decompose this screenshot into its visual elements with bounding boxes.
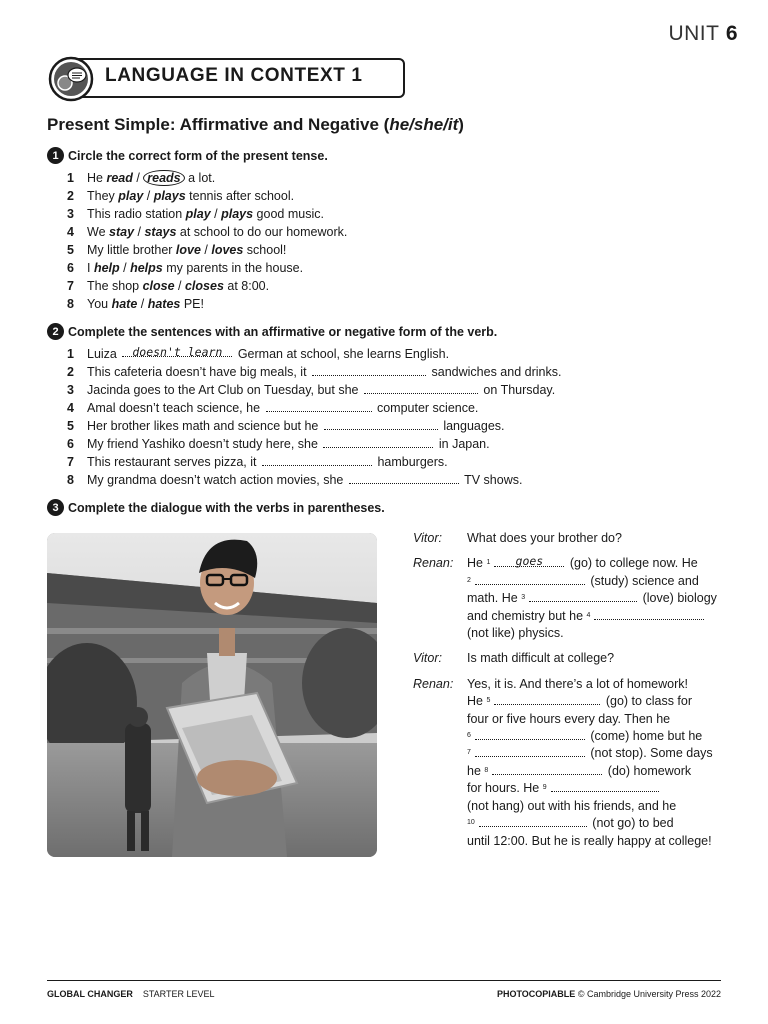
option-separator: / (143, 189, 154, 203)
text: tennis after school. (185, 189, 295, 203)
answer-blank-6[interactable] (475, 728, 585, 740)
option-a[interactable]: love (175, 243, 201, 257)
footer (47, 989, 721, 999)
text: until 12:00. But he is really happy at college! (467, 833, 712, 848)
exercise-1-item (67, 223, 347, 241)
exercise-1-item (67, 295, 347, 313)
exercise-2-instruction: Complete the sentences with an affirmative or negative form of the verb. (68, 324, 498, 339)
item-number: 7 (67, 279, 74, 293)
answer-blank[interactable] (122, 345, 232, 357)
turn-text (467, 555, 733, 642)
footer-level: STARTER LEVEL (142, 989, 215, 999)
text: (come) home but he (590, 729, 703, 744)
dialogue-turn-1 (413, 530, 733, 547)
text: He (467, 694, 483, 709)
turn-text: What does your brother do? (467, 531, 622, 545)
answer-blank[interactable] (349, 472, 459, 484)
text: computer science. (373, 401, 479, 415)
grammar-subtitle (47, 115, 464, 135)
answer-blank[interactable] (312, 364, 426, 376)
item-text (87, 241, 286, 259)
subtitle-close: ) (458, 115, 464, 134)
text: Jacinda goes to the Art Club on Tuesday, but she (87, 383, 362, 397)
text: We (87, 225, 109, 239)
answer-blank-10[interactable] (479, 815, 587, 827)
option-a[interactable]: play (185, 207, 211, 221)
turn-text: Is math difficult at college? (467, 651, 615, 666)
footer-photocopiable: PHOTOCOPIABLE (496, 989, 576, 999)
option-a[interactable]: play (118, 189, 144, 203)
blank-number: 2 (467, 576, 471, 584)
exercise-1-item (67, 169, 347, 187)
item-text (87, 277, 269, 295)
exercise-1-number: 1 (47, 147, 64, 164)
item-text (87, 169, 215, 187)
text: TV shows. (460, 473, 523, 487)
item-text (87, 399, 478, 417)
footer-right (497, 989, 721, 999)
answer-blank[interactable] (324, 418, 438, 430)
text: he (467, 763, 481, 778)
dialogue-turn-3 (413, 650, 733, 667)
blank-number: 3 (521, 594, 526, 602)
item-number: 4 (67, 401, 74, 415)
exercise-1-list (67, 169, 347, 313)
option-separator: / (119, 261, 131, 275)
exercise-1-item (67, 205, 347, 223)
speech-bubble-icon (47, 56, 95, 102)
text: (love) biology (642, 591, 717, 606)
speaker-renan: Renan: (413, 556, 454, 571)
option-a[interactable]: stay (109, 225, 135, 239)
text: (not like) physics. (467, 626, 564, 641)
item-text (87, 295, 204, 313)
item-number: 8 (67, 297, 74, 311)
text: math. He (467, 591, 518, 606)
item-text (87, 205, 324, 223)
text: in Japan. (435, 437, 490, 451)
text: PE! (180, 297, 204, 311)
answer-blank-5[interactable] (494, 693, 600, 705)
blank-number: 4 (586, 611, 591, 619)
unit-number: 6 (725, 22, 738, 45)
footer-divider (47, 980, 721, 981)
exercise-1-heading (47, 147, 328, 164)
exercise-2-item (67, 417, 561, 435)
unit-label (668, 22, 738, 46)
answer-blank-8[interactable] (492, 763, 602, 775)
item-text (87, 259, 303, 277)
answer-blank-4[interactable] (594, 608, 704, 620)
text: languages. (439, 419, 505, 433)
item-number: 5 (67, 419, 74, 433)
text: They (87, 189, 119, 203)
option-b[interactable]: loves (211, 243, 244, 257)
item-number: 3 (67, 383, 74, 397)
blank-number: 8 (484, 766, 489, 774)
option-b[interactable]: closes (184, 279, 224, 293)
answer-blank[interactable] (266, 400, 372, 412)
option-separator: / (132, 171, 144, 185)
item-text (87, 381, 555, 399)
speaker-vitor: Vitor: (413, 651, 442, 666)
text: school! (243, 243, 287, 257)
text: My little brother (87, 243, 176, 257)
item-number: 6 (67, 261, 74, 275)
option-b[interactable]: stays (144, 225, 177, 239)
exercise-3-instruction: Complete the dialogue with the verbs in parentheses. (68, 500, 385, 515)
blank-number: 6 (467, 732, 471, 740)
exercise-1-item (67, 259, 347, 277)
item-text (87, 363, 561, 381)
item-number: 2 (67, 189, 74, 203)
item-text (87, 435, 490, 453)
option-b[interactable]: plays (153, 189, 186, 203)
text: The shop (87, 279, 143, 293)
exercise-2-item (67, 453, 561, 471)
exercise-1-item (67, 241, 347, 259)
option-b[interactable]: hates (147, 297, 181, 311)
text: (go) to college now. He (569, 556, 698, 571)
example-answer: goes (515, 554, 544, 569)
example-answer: doesn't learn (132, 345, 223, 359)
exercise-2-item (67, 363, 561, 381)
answer-blank[interactable] (323, 436, 433, 448)
option-separator: / (174, 279, 185, 293)
text: He (87, 171, 107, 185)
text: (do) homework (607, 763, 692, 778)
text: good music. (253, 207, 324, 221)
option-separator: / (137, 297, 148, 311)
item-number: 8 (67, 473, 74, 487)
student-photo (47, 533, 377, 857)
text: at school to do our homework. (176, 225, 348, 239)
exercise-2-item (67, 471, 561, 489)
text: My friend Yashiko doesn’t study here, she (87, 437, 322, 451)
blank-number: 1 (486, 559, 491, 567)
option-a[interactable]: help (93, 261, 120, 275)
item-number: 2 (67, 365, 74, 379)
item-text (87, 417, 505, 435)
text: This radio station (87, 207, 186, 221)
text: for hours. He (467, 781, 540, 796)
subtitle-italic: he/she/it (389, 115, 459, 134)
exercise-1-item (67, 187, 347, 205)
text: I (87, 261, 94, 275)
text: hamburgers. (373, 455, 448, 469)
exercise-2-number: 2 (47, 323, 64, 340)
answer-blank-9[interactable] (551, 780, 659, 792)
text: (not hang) out with his friends, and he (467, 798, 677, 813)
text: Amal doesn’t teach science, he (87, 401, 264, 415)
item-number: 1 (67, 171, 74, 185)
text: (go) to class for (605, 694, 692, 709)
item-text (87, 223, 347, 241)
item-number: 1 (67, 347, 74, 361)
answer-blank[interactable] (262, 454, 372, 466)
speaker-renan: Renan: (413, 676, 454, 691)
footer-copyright: © Cambridge University Press 2022 (575, 989, 721, 999)
exercise-3-number: 3 (47, 499, 64, 516)
answer-blank-3[interactable] (529, 590, 637, 602)
blank-number: 10 (467, 819, 475, 827)
blank-number: 9 (542, 784, 547, 792)
text: German at school, she learns English. (234, 347, 450, 361)
section-banner (47, 56, 405, 100)
exercise-1-item (67, 277, 347, 295)
exercise-3-heading (47, 499, 385, 516)
item-number: 4 (67, 225, 74, 239)
text: (not stop). Some days (590, 746, 713, 761)
text: sandwiches and drinks. (428, 365, 562, 379)
text: and chemistry but he (467, 608, 584, 623)
answer-blank-2[interactable] (475, 573, 585, 585)
item-number: 6 (67, 437, 74, 451)
footer-brand: GLOBAL CHANGER (47, 989, 133, 999)
text: my parents in the house. (162, 261, 304, 275)
item-text (87, 187, 294, 205)
exercise-2-item (67, 435, 561, 453)
text: He (467, 556, 483, 571)
exercise-2-item (67, 399, 561, 417)
text: Yes, it is. And there’s a lot of homework! (467, 676, 688, 691)
exercise-2-list (67, 345, 561, 489)
exercise-2-heading (47, 323, 497, 340)
exercise-2-item (67, 381, 561, 399)
dialogue-turn-4 (413, 676, 733, 850)
footer-left (47, 989, 215, 999)
text: (not go) to bed (592, 816, 674, 831)
blank-number: 7 (467, 749, 471, 757)
text: You (87, 297, 112, 311)
option-a[interactable]: hate (111, 297, 138, 311)
text: on Thursday. (479, 383, 556, 397)
option-separator: / (210, 207, 222, 221)
text: This restaurant serves pizza, it (87, 455, 260, 469)
item-text (87, 471, 522, 489)
blank-number: 5 (486, 697, 491, 705)
text: This cafeteria doesn’t have big meals, it (87, 365, 311, 379)
text: Luiza (87, 347, 121, 361)
turn-text (467, 676, 733, 850)
item-number: 7 (67, 455, 74, 469)
option-b[interactable]: plays (221, 207, 254, 221)
dialogue-turn-2 (413, 555, 733, 642)
text: My grandma doesn’t watch action movies, she (87, 473, 347, 487)
student-photo-illustration (47, 533, 377, 857)
unit-word: UNIT (668, 22, 720, 45)
answer-blank-7[interactable] (475, 745, 585, 757)
item-number: 3 (67, 207, 74, 221)
option-a[interactable]: read (106, 171, 133, 185)
text: at 8:00. (223, 279, 270, 293)
answer-blank-1[interactable] (494, 555, 564, 567)
text: Her brother likes math and science but he (87, 419, 322, 433)
subtitle-main: Present Simple: Affirmative and Negative ( (47, 115, 390, 134)
item-text (87, 345, 449, 363)
answer-blank[interactable] (364, 382, 478, 394)
item-number: 5 (67, 243, 74, 257)
dialogue (413, 530, 733, 858)
option-b[interactable]: helps (130, 261, 163, 275)
option-separator: / (134, 225, 145, 239)
option-b[interactable]: reads (143, 170, 184, 186)
text: (study) science and (590, 573, 699, 588)
option-separator: / (200, 243, 212, 257)
exercise-2-item (67, 345, 561, 363)
text: four or five hours every day. Then he (467, 711, 671, 726)
speaker-vitor: Vitor: (413, 531, 442, 545)
text: a lot. (184, 171, 216, 185)
option-a[interactable]: close (142, 279, 175, 293)
exercise-1-instruction: Circle the correct form of the present tense. (68, 148, 328, 163)
banner-title: LANGUAGE IN CONTEXT 1 (105, 65, 363, 86)
item-text (87, 453, 448, 471)
